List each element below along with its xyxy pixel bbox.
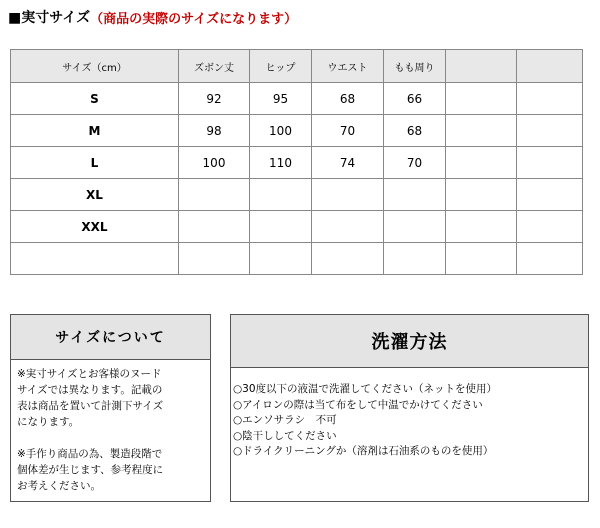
table-cell <box>517 115 583 147</box>
washing-item: ○エンソサラシ 不可 <box>233 414 337 426</box>
washing-box <box>230 314 589 502</box>
table-cell: 98 <box>179 115 250 147</box>
row-label: L <box>11 147 179 179</box>
table-cell <box>446 147 517 179</box>
table-row <box>11 147 583 179</box>
table-cell <box>179 179 250 211</box>
table-cell <box>312 179 384 211</box>
washing-item: ○アイロンの際は当て布をして中温でかけてください <box>233 398 483 411</box>
row-label: S <box>11 83 179 115</box>
table-cell: 100 <box>250 115 312 147</box>
table-row <box>11 115 583 147</box>
washing-list <box>231 368 588 460</box>
table-cell <box>179 211 250 243</box>
header-cell-empty <box>517 50 583 83</box>
header-cell-size: サイズ（cm） <box>11 50 179 83</box>
note-line: ※実寸サイズとお客様のヌード <box>17 368 162 380</box>
table-cell: 70 <box>384 147 446 179</box>
size-note-box <box>10 314 211 502</box>
header-cell-waist: ウエスト <box>312 50 384 83</box>
table-cell <box>384 179 446 211</box>
header-cell-empty <box>446 50 517 83</box>
table-cell <box>312 211 384 243</box>
row-label <box>11 243 179 275</box>
table-cell: 92 <box>179 83 250 115</box>
size-note-text <box>11 360 210 494</box>
washing-item: ○ドライクリーニングか（溶剤は石油系のものを使用） <box>233 445 494 457</box>
table-cell: 68 <box>384 115 446 147</box>
table-cell <box>384 243 446 275</box>
table-cell <box>446 211 517 243</box>
table-cell <box>517 243 583 275</box>
table-cell <box>446 179 517 211</box>
size-table-header <box>11 50 583 83</box>
size-note-heading: サイズについて <box>11 315 210 360</box>
size-table <box>10 49 583 275</box>
note-line: お考えください。 <box>17 480 101 492</box>
row-label: XL <box>11 179 179 211</box>
note-line: サイズでは異なります。記載の <box>17 384 163 396</box>
table-row <box>11 179 583 211</box>
table-cell: 68 <box>312 83 384 115</box>
table-cell: 110 <box>250 147 312 179</box>
note-line: 表は商品を置いて計測下サイズ <box>17 400 164 412</box>
table-cell <box>384 211 446 243</box>
table-cell: 74 <box>312 147 384 179</box>
table-cell <box>446 243 517 275</box>
table-cell <box>250 243 312 275</box>
table-row <box>11 243 583 275</box>
washing-heading: 洗濯方法 <box>231 315 588 368</box>
table-cell <box>250 179 312 211</box>
header-cell-hip: ヒップ <box>250 50 312 83</box>
table-cell <box>517 211 583 243</box>
header-cell-length: ズボン丈 <box>179 50 250 83</box>
row-label: M <box>11 115 179 147</box>
title-main: ■実寸サイズ <box>8 10 91 26</box>
table-cell <box>179 243 250 275</box>
row-label: XXL <box>11 211 179 243</box>
note-line: になります。 <box>17 416 80 428</box>
table-row <box>11 211 583 243</box>
washing-item: ○30度以下の液温で洗濯してください（ネットを使用） <box>233 383 498 395</box>
table-cell <box>312 243 384 275</box>
table-cell: 70 <box>312 115 384 147</box>
washing-item: ○陰干ししてください <box>233 429 337 442</box>
table-cell: 100 <box>179 147 250 179</box>
table-cell <box>517 147 583 179</box>
header-cell-thigh: もも周り <box>384 50 446 83</box>
table-cell <box>517 179 583 211</box>
table-cell <box>517 83 583 115</box>
table-cell <box>250 211 312 243</box>
title-sub: （商品の実際のサイズになります） <box>90 11 298 27</box>
table-cell: 95 <box>250 83 312 115</box>
table-row <box>11 83 583 115</box>
note-line: ※手作り商品の為、製造段階で <box>17 448 163 460</box>
table-cell: 66 <box>384 83 446 115</box>
table-cell <box>446 115 517 147</box>
table-cell <box>446 83 517 115</box>
page-title <box>8 6 297 28</box>
note-line: 個体差が生じます、参考程度に <box>17 464 164 476</box>
